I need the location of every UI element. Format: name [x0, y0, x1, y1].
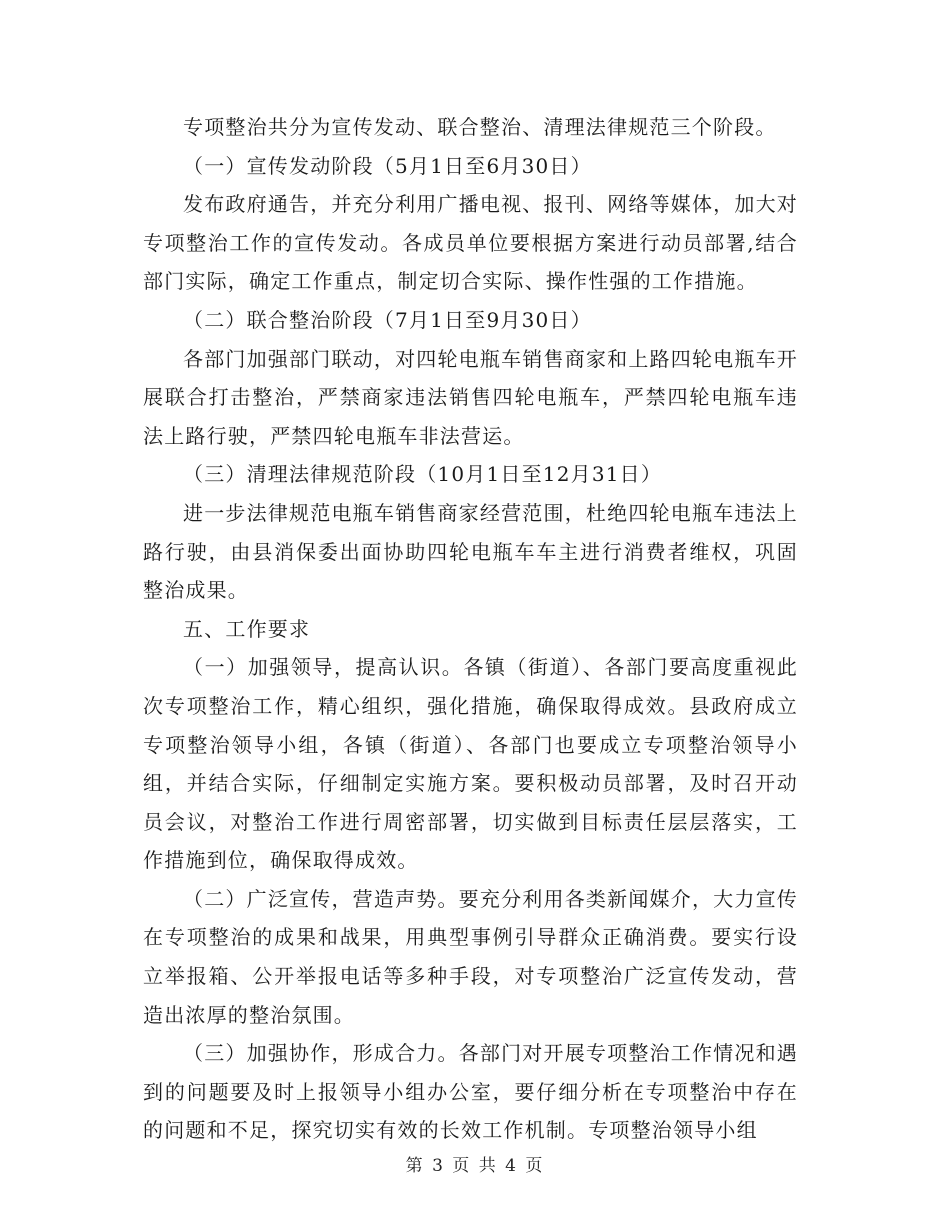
paragraph-stages-intro: 专项整治共分为宣传发动、联合整治、清理法律规范三个阶段。 — [183, 115, 777, 139]
paragraph-requirement-publicity: （二）广泛宣传，营造声势。要充分利用各类新闻媒介，大力宣传在专项整治的成果和战果，用典型事例引导群众正确消费。要实行设立举报箱、公开举报电话等多种手段，对专项整治广泛宣传发动，营造出浓厚的整治氛围。 — [143, 886, 798, 1027]
paragraph-legal-standardization-stage: 进一步法律规范电瓶车销售商家经营范围，杜绝四轮电瓶车违法上路行驶，由县消保委出面协助四轮电瓶车车主进行消费者维权，巩固整治成果。 — [143, 500, 798, 603]
heading-joint-rectification-stage: （二）联合整治阶段（7月1日至9月30日） — [183, 307, 592, 332]
paragraph-publicity-stage: 发布政府通告，并充分利用广播电视、报刊、网络等媒体，加大对专项整治工作的宣传发动。各成员单位要根据方案进行动员部署,结合部门实际，确定工作重点，制定切合实际、操作性强的工作措施。 — [143, 192, 798, 294]
page-number-footer: 第 3 页 共 4 页 — [405, 1156, 545, 1176]
paragraph-requirement-leadership: （一）加强领导，提高认识。各镇（街道）、各部门要高度重视此次专项整治工作，精心组织，强化措施，确保取得成效。县政府成立专项整治领导小组，各镇（街道）、各部门也要成立专项整治领导小组，并结合实际，仔细制定实施方案。要积极动员部署，及时召开动员会议，对整治工作进行周密部署，切实做到目标责任层层落实，工作措施到位，确保取得成效。 — [143, 655, 798, 873]
heading-publicity-stage: （一）宣传发动阶段（5月1日至6月30日） — [183, 153, 592, 178]
paragraph-requirement-cooperation: （三）加强协作，形成合力。各部门对开展专项整治工作情况和遇到的问题要及时上报领导小组办公室，要仔细分析在专项整治中存在的问题和不足，探究切实有效的长效工作机制。专项整治领导小组 — [143, 1041, 798, 1143]
heading-legal-standardization-stage: （三）清理法律规范阶段（10月1日至12月31日） — [183, 462, 663, 487]
paragraph-joint-rectification-stage: 各部门加强部门联动，对四轮电瓶车销售商家和上路四轮电瓶车开展联合打击整治，严禁商家违法销售四轮电瓶车，严禁四轮电瓶车违法上路行驶，严禁四轮电瓶车非法营运。 — [143, 346, 798, 448]
document-body — [143, 108, 798, 1150]
section-heading-work-requirements: 五、工作要求 — [183, 616, 311, 641]
